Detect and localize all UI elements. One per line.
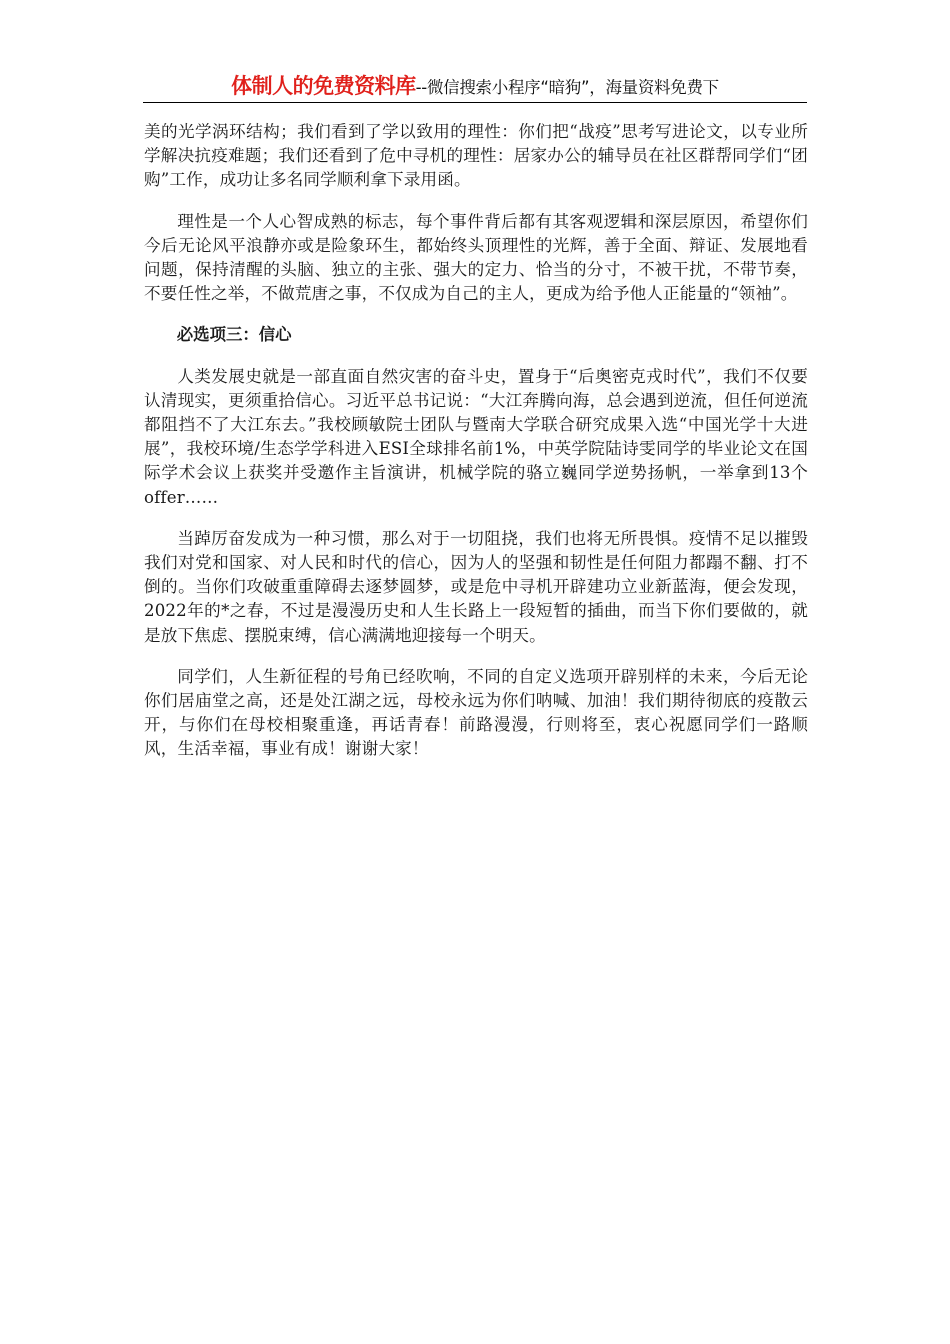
page-header — [143, 70, 807, 103]
body-paragraph-rationality: 理性是一个人心智成熟的标志，每个事件背后都有其客观逻辑和深层原因，希望你们今后无论风平浪静亦或是险象环生，都始终头顶理性的光辉，善于全面、辩证、发展地看问题，保持清醒的头脑、独立的主张、强大的定力、恰当的分寸，不被干扰，不带节奏，不要任性之举，不做荒唐之事，不仅成为自己的主人，更成为给予他人正能量的“领袖”。 — [144, 211, 808, 304]
body-paragraph-continued: 美的光学涡环结构；我们看到了学以致用的理性：你们把“战疫”思考写进论文，以专业所学解决抗疫难题；我们还看到了危中寻机的理性：居家办公的辅导员在社区群帮同学们“团购”工作，成功让多名同学顺利拿下录用函。 — [144, 122, 808, 190]
document-body — [144, 120, 808, 779]
body-paragraph-perseverance: 当踔厉奋发成为一种习惯，那么对于一切阻挠，我们也将无所畏惧。疫情不足以摧毁我们对党和国家、对人民和时代的信心，因为人的坚强和韧性是任何阻力都蹋不翻、打不倒的。当你们攻破重重障碍去逐梦圆梦，或是危中寻机开辟建功立业新蓝海，便会发现，2022年的*之春，不过是漫漫历史和人生长路上一段短暂的插曲，而当下你们要做的，就是放下焦虑、摆脱束缚，信心满满地迎接每一个明天。 — [144, 528, 808, 645]
body-paragraph-closing: 同学们，人生新征程的号角已经吹响，不同的自定义选项开辟别样的未来，今后无论你们居庙堂之高，还是处江湖之远，母校永远为你们呐喊、加油！我们期待彻底的疫散云开，与你们在母校相聚重逢，再话青春！前路漫漫，行则将至，衷心祝愿同学们一路顺风，生活幸福，事业有成！谢谢大家！ — [144, 666, 808, 759]
header-tagline: --微信搜索小程序“暗狗”，海量资料免费下 — [415, 78, 719, 97]
section-heading-confidence: 必选项三：信心 — [176, 325, 292, 345]
body-paragraph-history: 人类发展史就是一部直面自然灾害的奋斗史，置身于“后奥密克戎时代”，我们不仅要认清现实，更须重拾信心。习近平总书记说：“大江奔腾向海，总会遇到逆流，但任何逆流都阻挡不了大江东去。”我校顾敏院士团队与暨南大学联合研究成果入选“中国光学十大进展”，我校环境/生态学学科进入ESI全球排名前1%，中英学院陆诗雯同学的毕业论文在国际学术会议上获奖并受邀作主旨演讲，机械学院的骆立巍同学逆势扬帆，一举拿到13个offer…… — [144, 366, 808, 507]
header-brand-title: 体制人的免费资料库 — [231, 74, 416, 98]
